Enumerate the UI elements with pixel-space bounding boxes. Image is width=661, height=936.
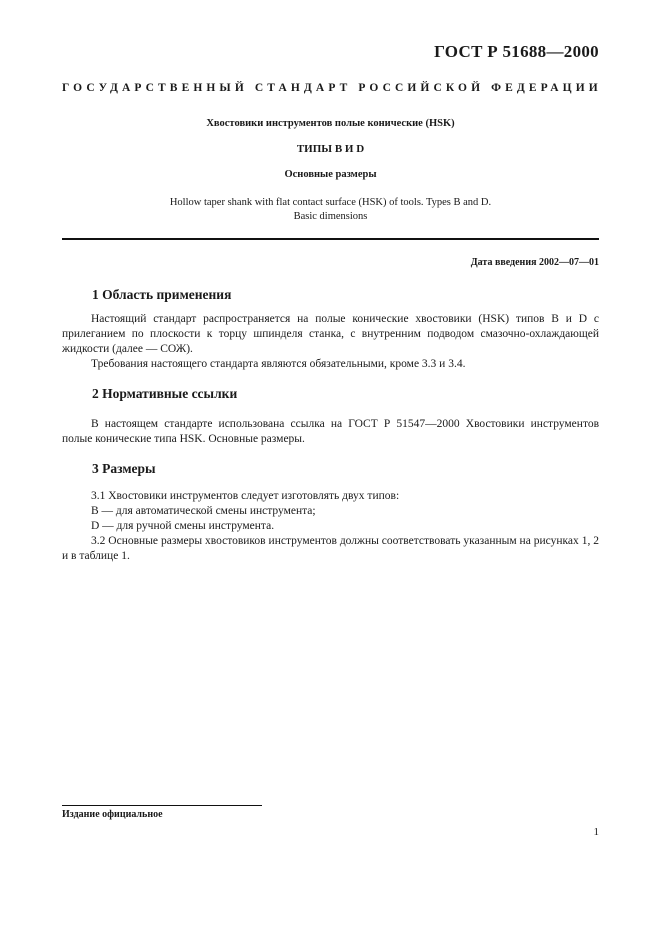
paragraph: Настоящий стандарт распространяется на полые конические хвостовики (HSK) типов В и D с прилеганием по плоскости к торцу шпинделя станка, с внутренним подводом смазочно-охлаждающей жидкости (далее — СОЖ).: [62, 313, 599, 355]
english-title-line-2: Basic dimensions: [293, 211, 368, 222]
section-3-body: [62, 489, 599, 564]
paragraph: 3.1 Хвостовики инструментов следует изготовлять двух типов:: [91, 490, 400, 502]
paragraph: В — для автоматической смены инструмента;: [91, 505, 316, 517]
paragraph: Требования настоящего стандарта являются обязательными, кроме 3.3 и 3.4.: [91, 358, 466, 370]
section-2-body: [62, 417, 599, 447]
document-title: Хвостовики инструментов полые конические (HSK): [206, 118, 455, 129]
paragraph: В настоящем стандарте использована ссылка на ГОСТ Р 51547—2000 Хвостовики инструментов полые конические типа HSK. Основные размеры.: [62, 418, 599, 445]
page-number: 1: [593, 826, 599, 838]
introduction-date: Дата введения 2002—07—01: [470, 257, 599, 268]
english-title: [62, 196, 599, 224]
section-1-heading: 1 Область применения: [92, 287, 232, 302]
footer-divider: [62, 805, 262, 806]
section-3-heading: 3 Размеры: [92, 461, 156, 476]
document-subtitle: Основные размеры: [284, 169, 377, 180]
section-2-heading: 2 Нормативные ссылки: [92, 386, 238, 401]
section-1-body: [62, 312, 599, 372]
official-edition-label: Издание официальное: [62, 809, 163, 820]
standard-banner: ГОСУДАРСТВЕННЫЙ СТАНДАРТ РОССИЙСКОЙ ФЕДЕРАЦИИ: [62, 82, 602, 94]
title-divider: [62, 238, 599, 240]
paragraph: 3.2 Основные размеры хвостовиков инструментов должны соответствовать указанным на рисунках 1, 2 и в таблице 1.: [62, 535, 599, 562]
english-title-line-1: Hollow taper shank with flat contact surface (HSK) of tools. Types B and D.: [169, 197, 492, 208]
gost-number: ГОСТ Р 51688—2000: [434, 42, 599, 61]
paragraph: D — для ручной смены инструмента.: [91, 520, 275, 532]
document-types: ТИПЫ В И D: [296, 143, 365, 155]
